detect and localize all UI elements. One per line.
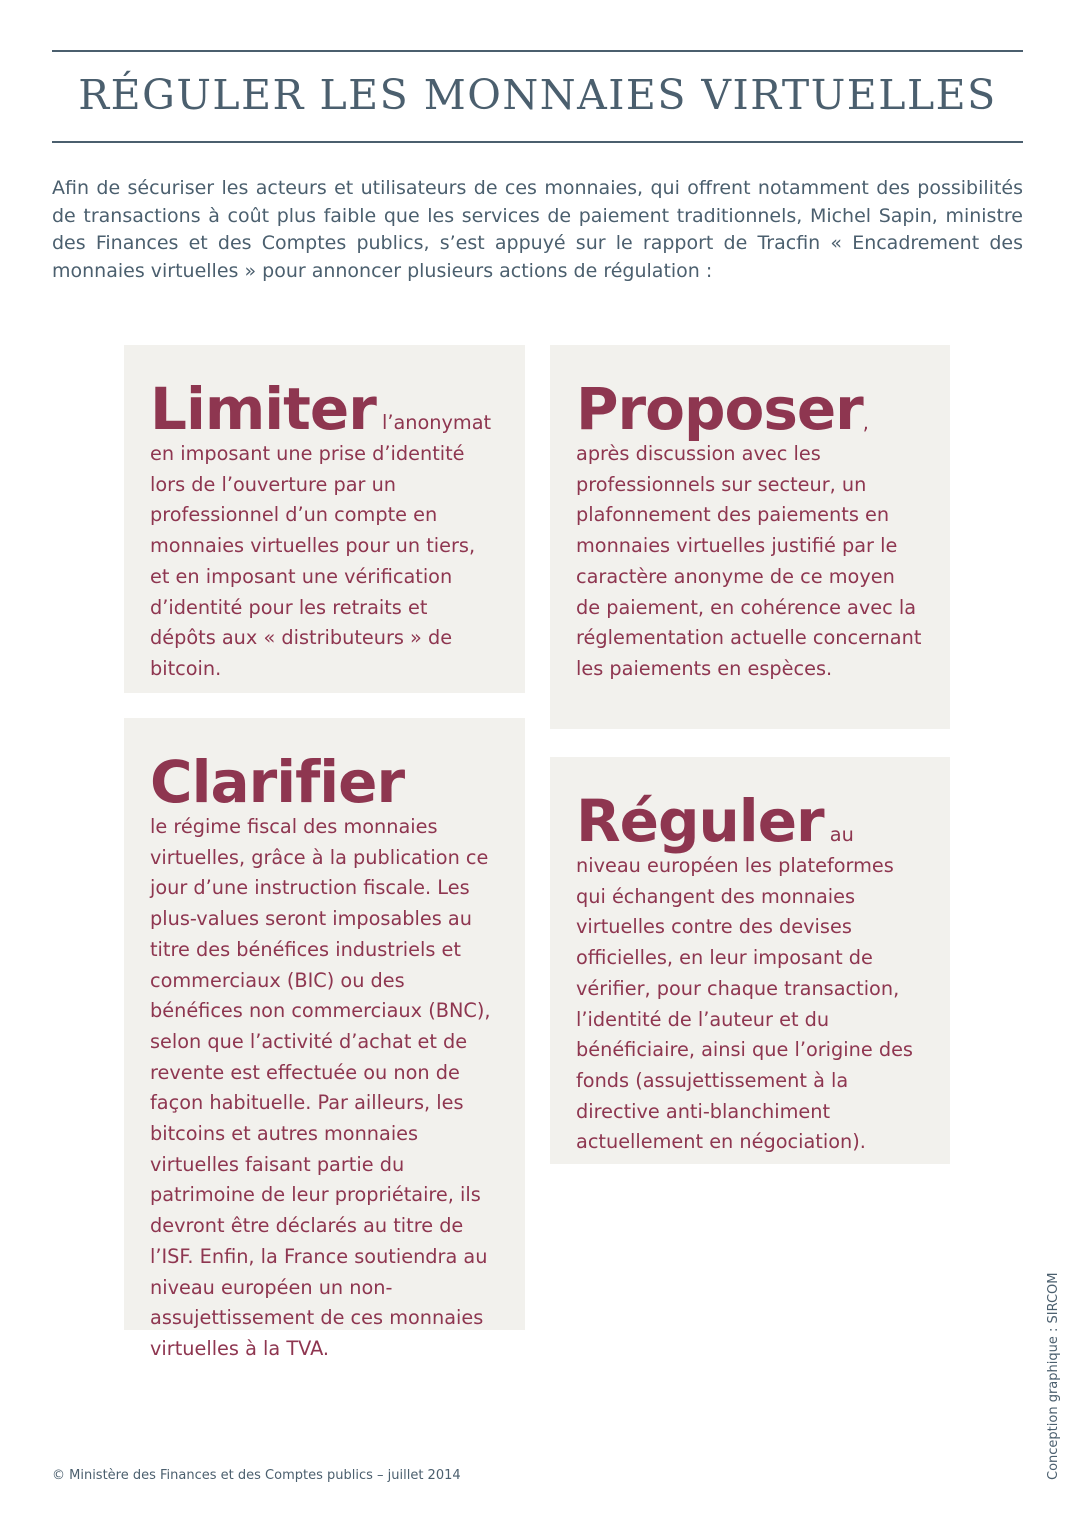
card-proposer bbox=[550, 345, 950, 729]
card-clarifier-text: le régime fiscal des monnaies virtuelles, grâce à la publication ce jour d’une instruction fiscale. Les plus-values seront imposables au titre des bénéfices industriels et commerciaux (BIC) ou des bénéfices non commerciaux (BNC), selon que l’activité d’achat et de revente est effectuée ou non de façon habituelle. Par ailleurs, les bitcoins et autres monnaies virtuelles faisant partie du patrimoine de leur propriétaire, ils devront être déclarés au titre de l’ISF. Enfin, la France soutiendra au niveau européen un non-assujettissement de ces monnaies virtuelles à la TVA. bbox=[150, 815, 491, 1360]
page-title: RÉGULER LES MONNAIES VIRTUELLES bbox=[78, 71, 997, 119]
card-clarifier-body bbox=[150, 748, 499, 1365]
card-proposer-text: , après discussion avec les professionnels sur secteur, un plafonnement des paiements en monnaies virtuelles justifié par le caractère anonyme de ce moyen de paiement, en cohérence avec la réglementation actuelle concernant les paiements en espèces. bbox=[576, 411, 922, 680]
title-rule bbox=[52, 141, 1023, 143]
card-reguler-text: au niveau européen les plateformes qui échangent des monnaies virtuelles contre des devises officielles, en leur imposant de vérifier, pour chaque transaction, l’identité de l’auteur et du bénéficiaire, ainsi que l’origine des fonds (assujettissement à la directive anti-blanchiment actuellement en négociation). bbox=[576, 823, 913, 1154]
card-limiter-keyword: Limiter bbox=[150, 375, 376, 443]
card-proposer-keyword: Proposer bbox=[576, 375, 863, 443]
card-clarifier bbox=[124, 718, 525, 1360]
top-rule bbox=[52, 50, 1023, 52]
card-limiter bbox=[124, 345, 525, 693]
design-credit: Conception graphique : SIRCOM bbox=[1046, 1272, 1061, 1480]
card-limiter-text: l’anonymat en imposant une prise d’identité lors de l’ouverture par un professionnel d’un compte en monnaies virtuelles pour un tiers, et en imposant une vérification d’identité pour les retraits et dépôts aux « distributeurs » de bitcoin. bbox=[150, 411, 492, 680]
card-limiter-body bbox=[150, 375, 499, 685]
card-reguler-keyword: Réguler bbox=[576, 787, 824, 855]
card-clarifier-keyword: Clarifier bbox=[150, 748, 405, 816]
intro-paragraph: Afin de sécuriser les acteurs et utilisateurs de ces monnaies, qui offrent notamment des possibilités de transactions à coût plus faible que les services de paiement traditionnels, Michel Sapin, ministre des Finances et des Comptes publics, s’est appuyé sur le rapport de Tracfin « Encadrement des monnaies virtuelles » pour annoncer plusieurs actions de régulation : bbox=[52, 177, 1023, 282]
card-proposer-body bbox=[576, 375, 924, 685]
footer-copyright: © Ministère des Finances et des Comptes publics – juillet 2014 bbox=[52, 1468, 461, 1483]
card-reguler-body bbox=[576, 787, 924, 1158]
card-reguler bbox=[550, 757, 950, 1164]
